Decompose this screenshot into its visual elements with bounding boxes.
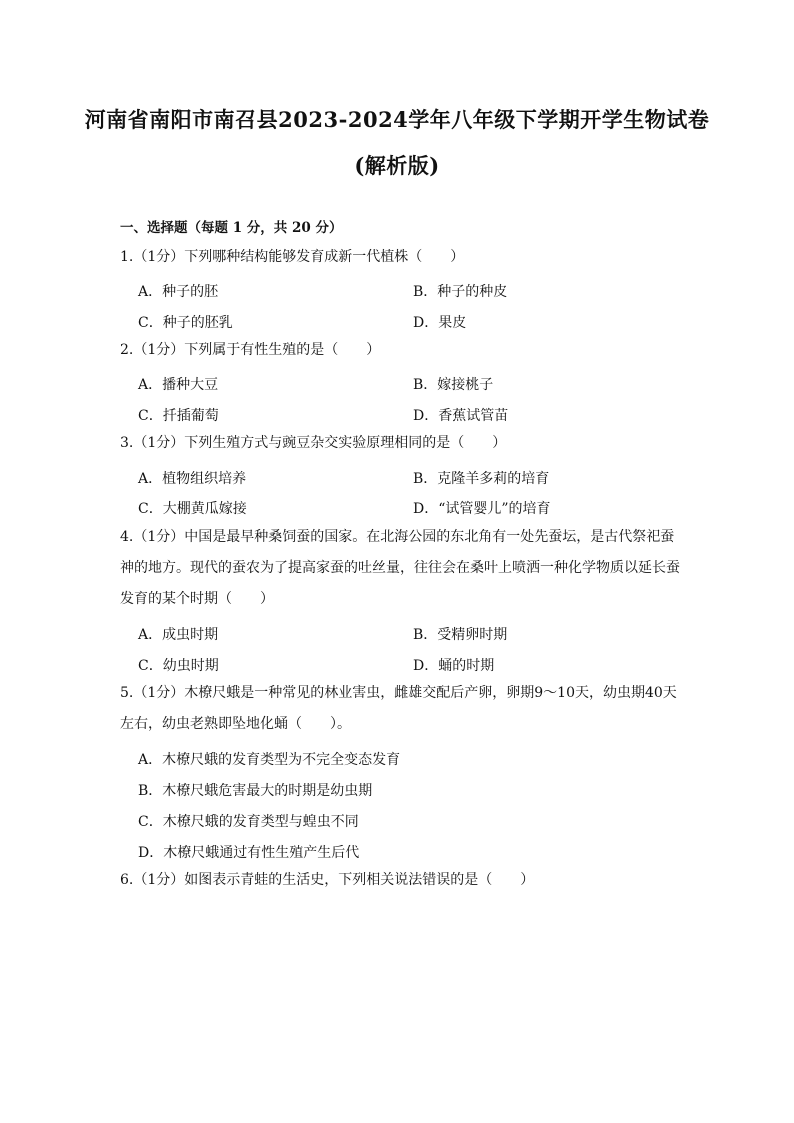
question-4-option-b: B．受精卵时期 (413, 627, 508, 643)
question-1-option-a: A．种子的胚 (138, 284, 219, 300)
question-2-option-b: B．嫁接桃子 (413, 377, 494, 393)
question-3-option-a: A．植物组织培养 (138, 471, 247, 487)
question-4-option-a: A．成虫时期 (138, 627, 219, 643)
question-1-stem: 1.（1分）下列哪种结构能够发育成新一代植株（ ） (120, 249, 465, 265)
question-4-option-d: D．蛹的时期 (413, 658, 495, 674)
question-1-option-c: C．种子的胚乳 (138, 315, 233, 331)
question-3-option-d: D．“试管婴儿”的培育 (413, 501, 551, 517)
question-4-option-c: C．幼虫时期 (138, 658, 219, 674)
question-3-option-b: B．克隆羊多莉的培育 (413, 471, 550, 487)
question-2-option-d: D．香蕉试管苗 (413, 408, 509, 424)
exam-title: 河南省南阳市南召县2023-2024学年八年级下学期开学生物试卷 (84, 107, 710, 132)
question-1-option-b: B．种子的种皮 (413, 284, 508, 300)
question-2-option-c: C．扦插葡萄 (138, 408, 219, 424)
question-5-option-b: B．木橑尺蛾危害最大的时期是幼虫期 (138, 783, 373, 799)
question-2-option-a: A．播种大豆 (138, 377, 219, 393)
question-3-stem: 3.（1分）下列生殖方式与豌豆杂交实验原理相同的是（ ） (120, 435, 507, 451)
question-5-option-c: C．木橑尺蛾的发育类型与蝗虫不同 (138, 814, 359, 830)
question-1-option-d: D．果皮 (413, 315, 467, 331)
exam-title-subtitle: (解析版) (354, 153, 440, 178)
question-3-option-c: C．大棚黄瓜嫁接 (138, 501, 247, 517)
question-5-option-d: D．木橑尺蛾通过有性生殖产生后代 (138, 845, 360, 861)
question-6-stem: 6.（1分）如图表示青蛙的生活史，下列相关说法错误的是（ ） (120, 872, 535, 888)
question-5-stem: 5.（1分）木橑尺蛾是一种常见的林业害虫，雌雄交配后产卵，卵期9～10天，幼虫期40天左右，幼虫老熟即坠地化蛹（ ）。 (120, 685, 677, 732)
question-4-stem: 4.（1分）中国是最早种桑饲蚕的国家。在北海公园的东北角有一处先蚕坛，是古代祭祀蚕神的地方。现代的蚕农为了提高家蚕的吐丝量，往往会在桑叶上喷洒一种化学物质以延长蚕发育的某个时期（ ） (120, 529, 680, 607)
section-heading: 一、选择题（每题 1 分，共 20 分） (120, 220, 343, 236)
question-5-option-a: A．木橑尺蛾的发育类型为不完全变态发育 (138, 752, 401, 768)
question-2-stem: 2.（1分）下列属于有性生殖的是（ ） (120, 342, 381, 358)
